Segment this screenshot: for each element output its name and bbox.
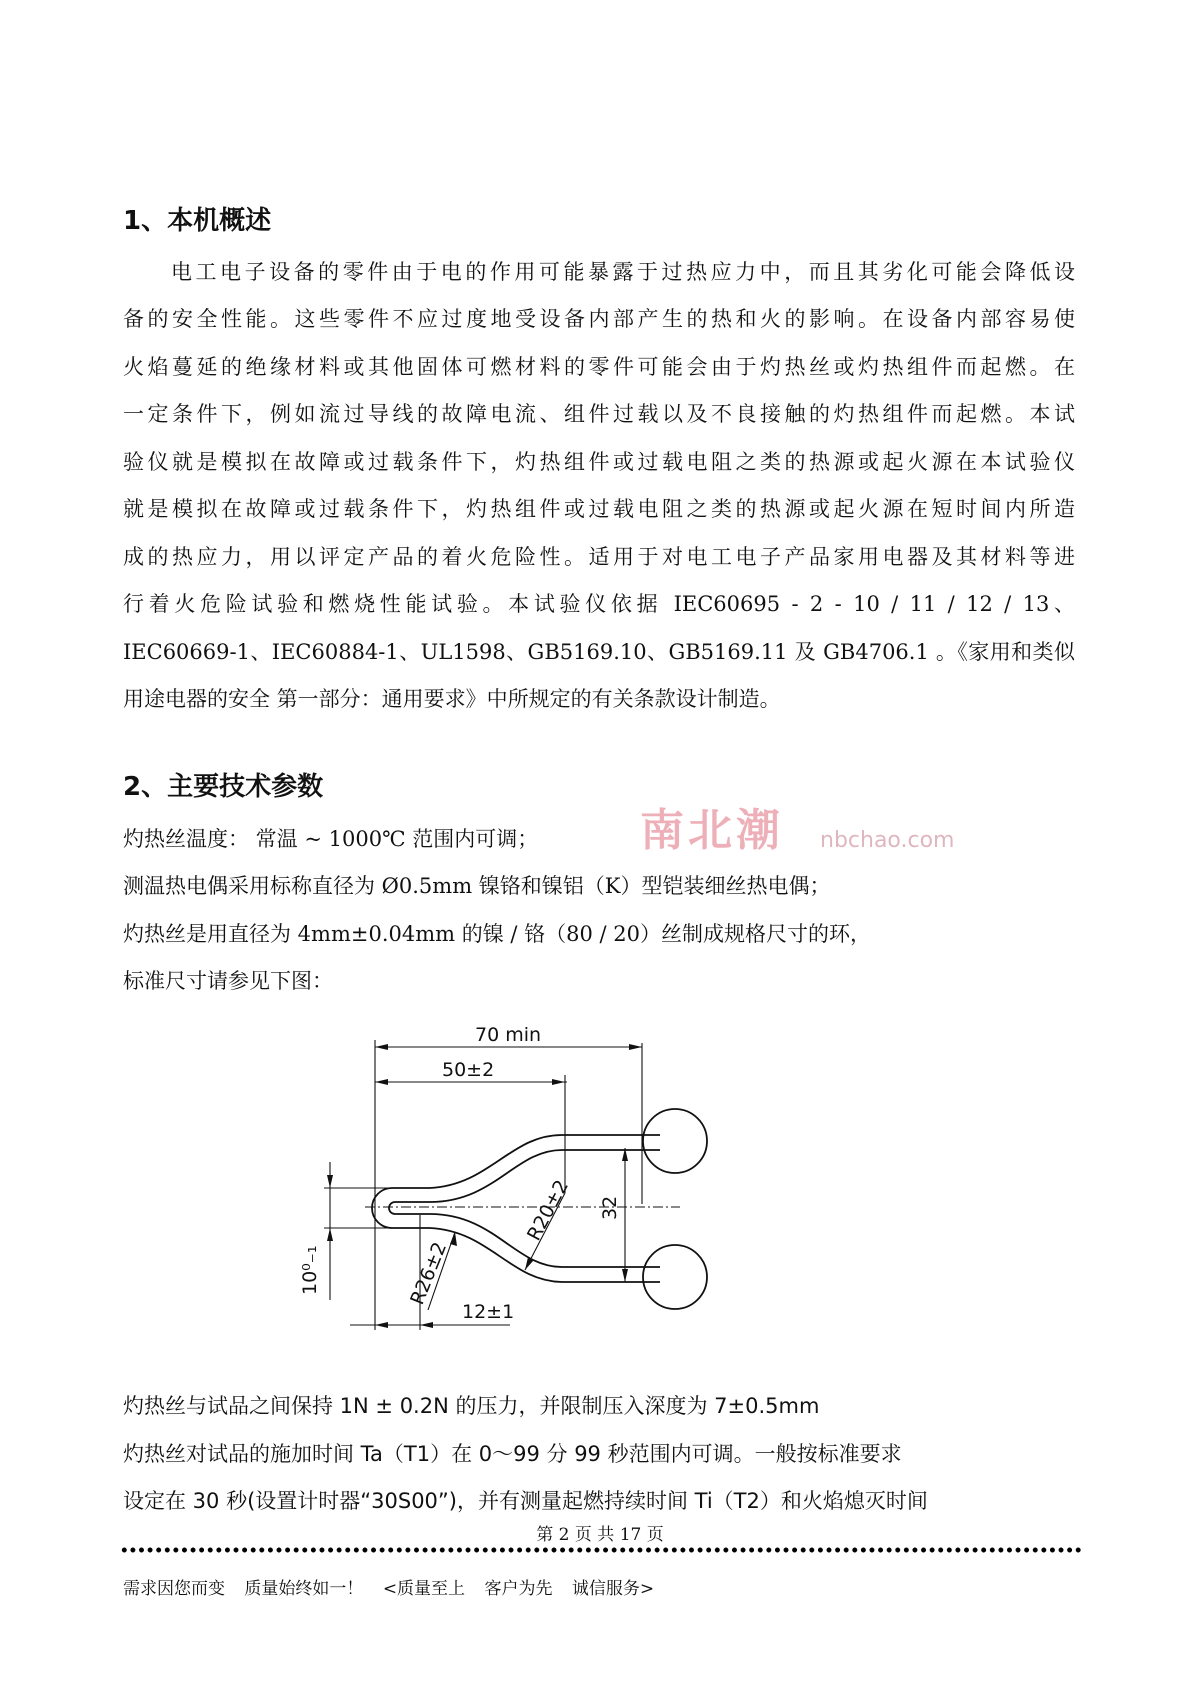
watermark-url: nbchao.com [820, 828, 955, 853]
text-line: 就是模拟在故障或过载条件下，灼热组件或过载电阻之类的热源或起火源在短时间内所造 [123, 497, 1075, 521]
text-line: 一定条件下，例如流过导线的故障电流、组件过载以及不良接触的灼热组件而起燃。本试 [123, 402, 1075, 426]
footer-text: <质量至上 [382, 1579, 466, 1599]
radius-inner: R26±2 [406, 1239, 452, 1308]
text-line: 灼热丝温度： 常温 ~ 1000℃ 范围内可调； [123, 827, 539, 851]
dimension-lines [324, 1040, 680, 1330]
text-line: 灼热丝对试品的施加时间 Ta（T1）在 0～99 分 99 秒范围内可调。一般按标准要求 [123, 1442, 902, 1466]
text-line: 用途电器的安全 第一部分：通用要求》中所规定的有关条款设计制造。 [123, 687, 781, 711]
text-line: 备的安全性能。这些零件不应过度地受设备内部产生的热和火的影响。在设备内部容易使 [123, 307, 1075, 331]
text-line: 电工电子设备的零件由于电的作用可能暴露于过热应力中，而且其劣化可能会降低设 [171, 260, 1075, 284]
terminal-bottom [643, 1245, 707, 1309]
terminal-top [643, 1109, 707, 1173]
radius-outer: R20±2 [522, 1176, 574, 1245]
text-line: IEC60669-1、IEC60884-1、UL1598、GB5169.10、GB5169.11 及 GB4706.1 。《家用和类似 [123, 640, 1075, 664]
dotted-divider [120, 1546, 1082, 1554]
text-line: 行着火危险试验和燃烧性能试验。本试验仪依据 IEC60695 - 2 - 10 / 11 / 12 / 13、 [123, 592, 1075, 616]
footer-slogan [123, 1574, 668, 1599]
section-2-heading: 2、主要技术参数 [123, 772, 324, 802]
text-line: 火焰蔓延的绝缘材料或其他固体可燃材料的零件可能会由于灼热丝或灼热组件而起燃。在 [123, 355, 1075, 379]
footer-text: 质量始终如一！ [244, 1579, 364, 1599]
footer-text: 诚信服务> [571, 1579, 655, 1599]
glow-wire-dimension-diagram [280, 1010, 730, 1340]
text-line: 测温热电偶采用标称直径为 Ø0.5mm 镍铬和镍铝（K）型铠装细丝热电偶； [123, 874, 831, 898]
text-line: 设定在 30 秒(设置计时器“30S00”)，并有测量起燃持续时间 Ti（T2）和火焰熄灭时间 [123, 1489, 928, 1513]
footer-text: 客户为先 [484, 1579, 553, 1599]
dim-overall-length: 70 min [475, 1024, 542, 1046]
dim-tip-length: 12±1 [462, 1301, 515, 1323]
dim-terminal-gap: 32 [599, 1195, 621, 1220]
footer-text: 需求因您而变 [123, 1579, 225, 1599]
section-1-heading: 1、本机概述 [123, 206, 272, 236]
text-line: 成的热应力，用以评定产品的着火危险性。适用于对电工电子产品家用电器及其材料等进 [123, 545, 1075, 569]
dimension-arrowheads [327, 1044, 642, 1328]
watermark-logo: 南北潮 [640, 805, 784, 856]
text-line: 灼热丝是用直径为 4mm±0.04mm 的镍 / 铬（80 / 20）丝制成规格尺寸的环， [123, 922, 872, 946]
text-line: 灼热丝与试品之间保持 1N ± 0.2N 的压力，并限制压入深度为 7±0.5mm [123, 1394, 820, 1418]
page-number: 第 2 页 共 17 页 [536, 1525, 664, 1545]
dim-loop-width: 10⁰₋₁ [299, 1245, 321, 1295]
text-line: 验仪就是模拟在故障或过载条件下，灼热组件或过载电阻之类的热源或起火源在本试验仪 [123, 450, 1075, 474]
text-line: 标准尺寸请参见下图： [123, 969, 333, 993]
dim-bend-length: 50±2 [442, 1059, 495, 1081]
